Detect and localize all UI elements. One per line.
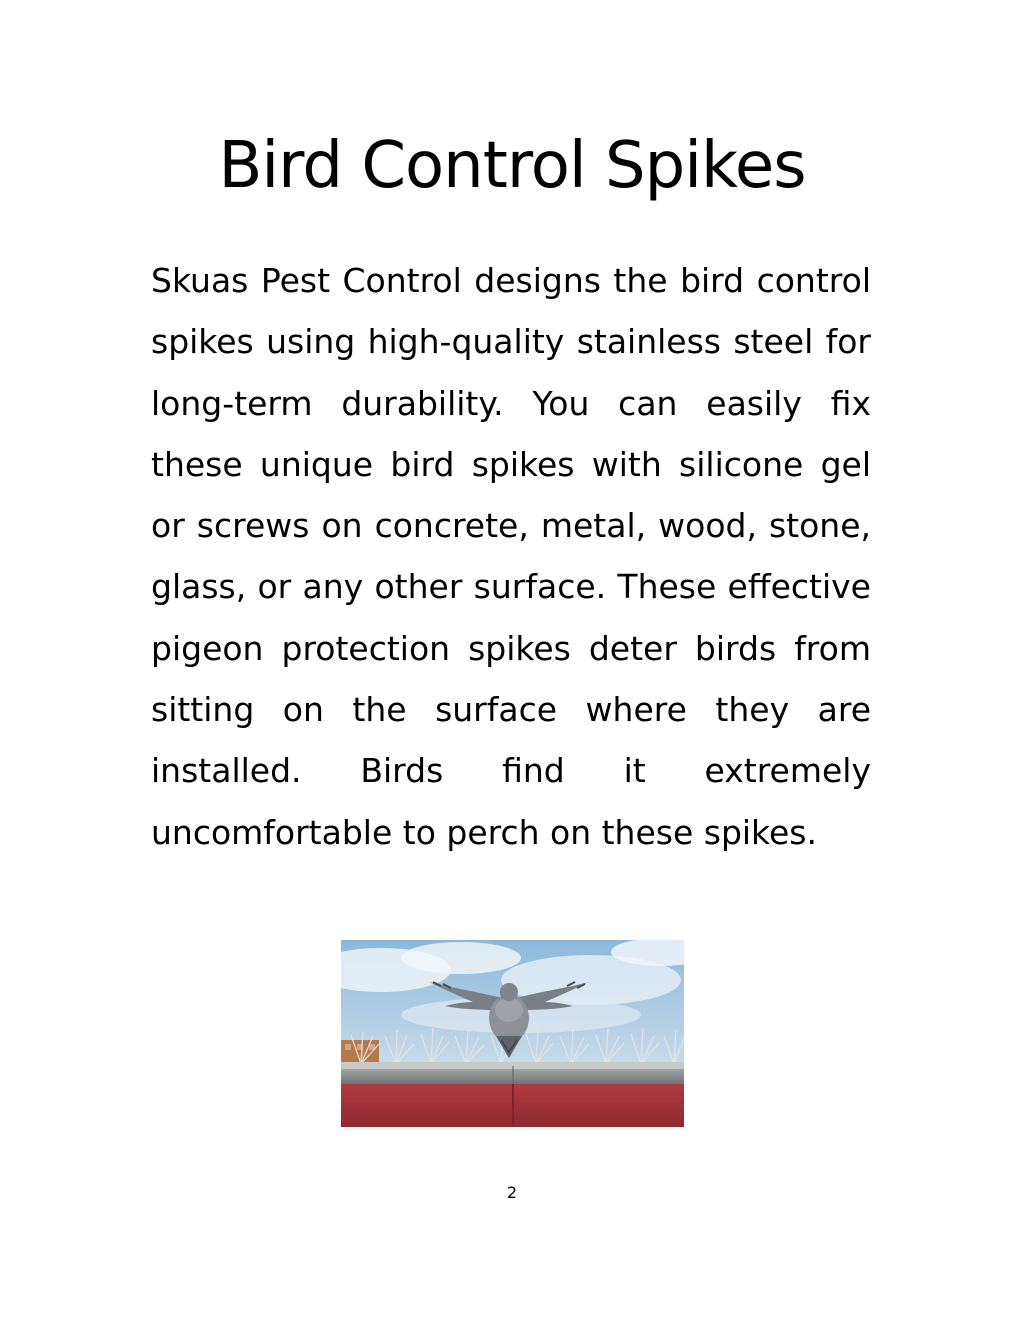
page-number: 2 xyxy=(506,1183,518,1202)
pigeon-spikes-photo xyxy=(341,940,684,1127)
page-title: Bird Control Spikes xyxy=(218,129,806,203)
body-paragraph: Skuas Pest Control designs the bird control spikes using high-quality stainless steel for long-term durability. You can easily fix these unique bird spikes with silicone gel or screws on concrete, metal, wood, stone, glass, or any other surface. These effective pigeon protection spikes deter birds from sitting on the surface where they are installed. Birds find it extremely uncomfortable to perch on these spikes. xyxy=(151,261,871,852)
